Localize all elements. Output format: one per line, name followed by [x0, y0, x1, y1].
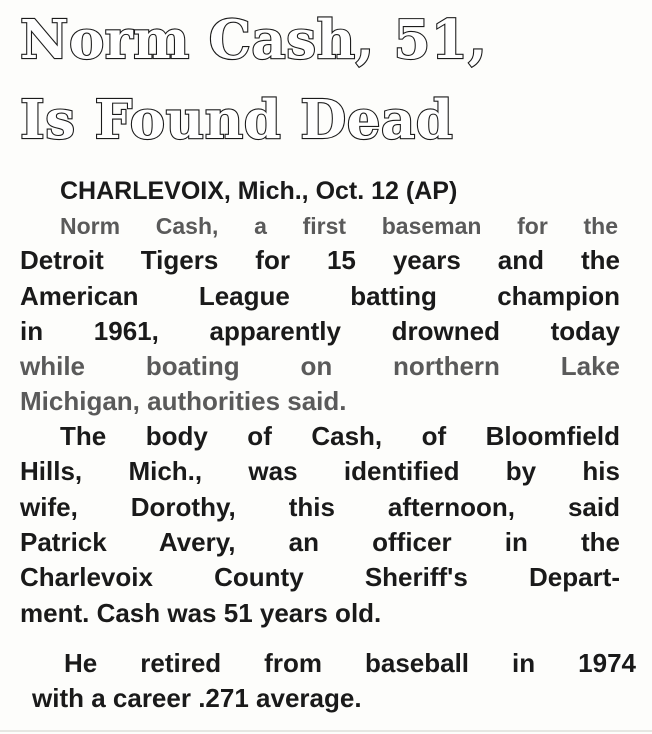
paragraph-1-line-4: in 1961, apparently drowned today: [20, 316, 620, 346]
paragraph-1-line-6: Michigan, authorities said.: [20, 386, 347, 416]
paragraph-3-line-2: with a career .271 average.: [32, 683, 362, 713]
headline-line-2: Is Found Dead: [20, 89, 454, 151]
dateline: CHARLEVOIX, Mich., Oct. 12 (AP): [60, 177, 458, 205]
paragraph-1-line-2: Detroit Tigers for 15 years and the: [20, 245, 620, 275]
clipping-bottom-edge: [0, 730, 652, 732]
paragraph-1-line-5: while boating on northern Lake: [20, 351, 620, 381]
paragraph-1-line-1: Norm Cash, a first baseman for the: [60, 213, 618, 239]
paragraph-2-line-3: wife, Dorothy, this afternoon, said: [20, 492, 620, 522]
paragraph-2-line-1: The body of Cash, of Bloomfield: [60, 421, 620, 451]
paragraph-2-line-5: Charlevoix County Sheriff's Depart-: [20, 562, 620, 592]
paragraph-2-line-2: Hills, Mich., was identified by his: [20, 456, 620, 486]
paragraph-2-line-6: ment. Cash was 51 years old.: [20, 598, 382, 628]
paragraph-1-line-3: American League batting champion: [20, 281, 620, 311]
paragraph-3-line-1: He retired from baseball in 1974: [64, 648, 636, 678]
headline-line-1: Norm Cash, 51,: [20, 9, 488, 71]
paragraph-2-line-4: Patrick Avery, an officer in the: [20, 527, 620, 557]
